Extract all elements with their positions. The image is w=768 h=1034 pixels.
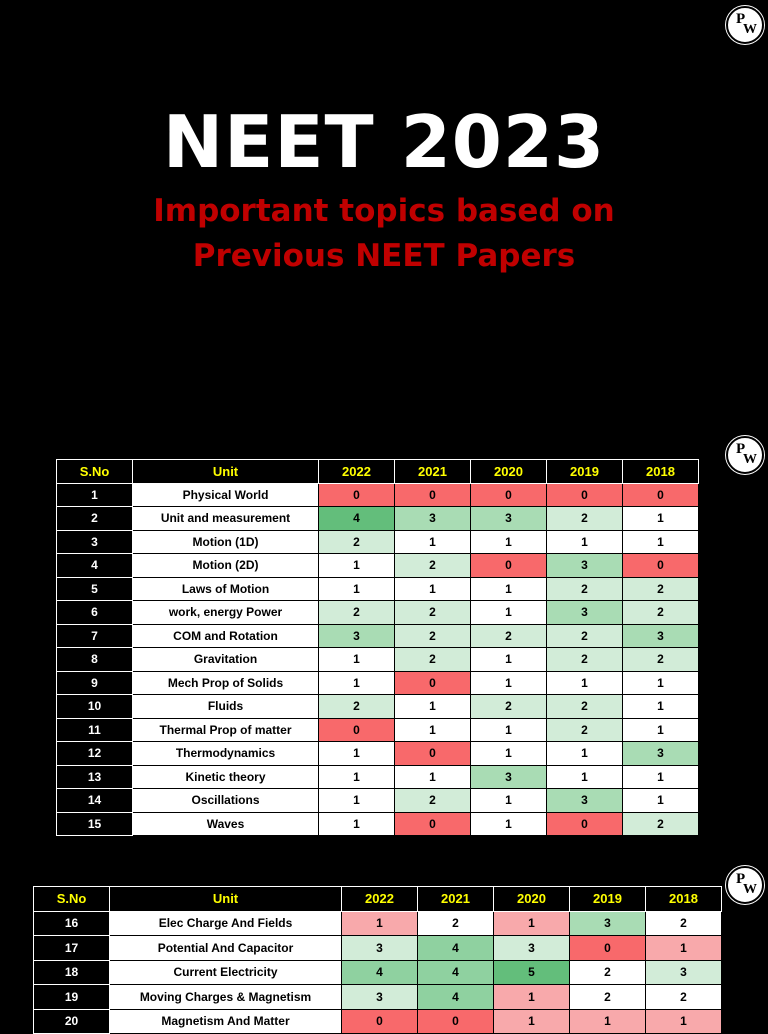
question-count: 1 <box>471 789 547 813</box>
table-row <box>57 718 699 742</box>
question-count: 2 <box>623 812 699 836</box>
column-header: S.No <box>57 460 133 484</box>
question-count: 0 <box>319 483 395 507</box>
serial-number: 8 <box>57 648 133 672</box>
question-count: 2 <box>319 695 395 719</box>
question-count: 2 <box>570 960 646 985</box>
table-row <box>57 507 699 531</box>
question-count: 1 <box>319 765 395 789</box>
question-count: 2 <box>319 530 395 554</box>
column-header: 2019 <box>547 460 623 484</box>
question-count: 3 <box>494 936 570 961</box>
unit-name: Oscillations <box>133 789 319 813</box>
question-count: 5 <box>494 960 570 985</box>
question-count: 1 <box>395 530 471 554</box>
serial-number: 20 <box>34 1009 110 1034</box>
question-count: 2 <box>547 577 623 601</box>
question-count: 1 <box>471 718 547 742</box>
question-count: 3 <box>623 742 699 766</box>
question-count: 0 <box>547 812 623 836</box>
question-count: 0 <box>623 554 699 578</box>
unit-name: Elec Charge And Fields <box>110 911 342 936</box>
table-row <box>34 960 722 985</box>
question-count: 1 <box>395 577 471 601</box>
question-count: 2 <box>623 577 699 601</box>
question-count: 1 <box>471 530 547 554</box>
question-count: 1 <box>319 742 395 766</box>
question-count: 2 <box>395 624 471 648</box>
serial-number: 2 <box>57 507 133 531</box>
question-count: 0 <box>418 1009 494 1034</box>
question-count: 4 <box>342 960 418 985</box>
table-row <box>34 936 722 961</box>
pw-logo-icon: P W <box>726 866 764 904</box>
unit-name: Mech Prop of Solids <box>133 671 319 695</box>
column-header: 2020 <box>471 460 547 484</box>
serial-number: 18 <box>34 960 110 985</box>
question-count: 1 <box>471 577 547 601</box>
pw-logo-icon: P W <box>726 6 764 44</box>
table-row <box>57 577 699 601</box>
table-row <box>34 911 722 936</box>
subtitle-line-2: Previous NEET Papers <box>192 238 576 274</box>
question-count: 1 <box>319 577 395 601</box>
unit-name: COM and Rotation <box>133 624 319 648</box>
question-count: 2 <box>547 507 623 531</box>
question-count: 1 <box>319 648 395 672</box>
question-count: 2 <box>646 985 722 1010</box>
column-header: S.No <box>34 887 110 912</box>
column-header: 2019 <box>570 887 646 912</box>
topics-table-2 <box>33 886 722 1034</box>
subtitle-line-1: Important topics based on <box>153 193 615 229</box>
table-row <box>57 765 699 789</box>
column-header: 2021 <box>395 460 471 484</box>
question-count: 0 <box>471 483 547 507</box>
question-count: 3 <box>319 624 395 648</box>
serial-number: 4 <box>57 554 133 578</box>
question-count: 1 <box>494 911 570 936</box>
serial-number: 14 <box>57 789 133 813</box>
question-count: 1 <box>623 671 699 695</box>
unit-name: Motion (2D) <box>133 554 319 578</box>
question-count: 0 <box>319 718 395 742</box>
question-count: 3 <box>646 960 722 985</box>
question-count: 3 <box>570 911 646 936</box>
unit-name: Gravitation <box>133 648 319 672</box>
question-count: 1 <box>646 936 722 961</box>
question-count: 2 <box>646 911 722 936</box>
column-header: 2022 <box>319 460 395 484</box>
question-count: 1 <box>623 507 699 531</box>
question-count: 0 <box>395 483 471 507</box>
question-count: 2 <box>395 601 471 625</box>
column-header: Unit <box>110 887 342 912</box>
serial-number: 16 <box>34 911 110 936</box>
unit-name: Moving Charges & Magnetism <box>110 985 342 1010</box>
unit-name: Thermodynamics <box>133 742 319 766</box>
table-row <box>57 648 699 672</box>
column-header: 2018 <box>646 887 722 912</box>
question-count: 1 <box>319 789 395 813</box>
serial-number: 3 <box>57 530 133 554</box>
question-count: 3 <box>471 765 547 789</box>
question-count: 2 <box>395 648 471 672</box>
unit-name: Kinetic theory <box>133 765 319 789</box>
serial-number: 15 <box>57 812 133 836</box>
question-count: 2 <box>547 624 623 648</box>
table-row <box>57 601 699 625</box>
question-count: 0 <box>570 936 646 961</box>
question-count: 2 <box>471 624 547 648</box>
question-count: 1 <box>319 554 395 578</box>
question-count: 1 <box>494 1009 570 1034</box>
question-count: 4 <box>418 960 494 985</box>
unit-name: Magnetism And Matter <box>110 1009 342 1034</box>
question-count: 1 <box>623 765 699 789</box>
table-row <box>57 742 699 766</box>
unit-name: Unit and measurement <box>133 507 319 531</box>
question-count: 1 <box>547 742 623 766</box>
question-count: 0 <box>395 671 471 695</box>
question-count: 2 <box>570 985 646 1010</box>
question-count: 1 <box>547 530 623 554</box>
unit-name: work, energy Power <box>133 601 319 625</box>
question-count: 1 <box>395 695 471 719</box>
question-count: 2 <box>547 695 623 719</box>
question-count: 0 <box>623 483 699 507</box>
question-count: 1 <box>471 601 547 625</box>
question-count: 3 <box>342 985 418 1010</box>
unit-name: Physical World <box>133 483 319 507</box>
serial-number: 19 <box>34 985 110 1010</box>
serial-number: 1 <box>57 483 133 507</box>
question-count: 2 <box>547 718 623 742</box>
serial-number: 5 <box>57 577 133 601</box>
question-count: 2 <box>418 911 494 936</box>
question-count: 2 <box>319 601 395 625</box>
question-count: 0 <box>342 1009 418 1034</box>
question-count: 3 <box>547 601 623 625</box>
question-count: 4 <box>418 936 494 961</box>
table-row <box>57 671 699 695</box>
question-count: 1 <box>395 718 471 742</box>
serial-number: 11 <box>57 718 133 742</box>
question-count: 3 <box>471 507 547 531</box>
serial-number: 12 <box>57 742 133 766</box>
unit-name: Motion (1D) <box>133 530 319 554</box>
unit-name: Fluids <box>133 695 319 719</box>
page-title: NEET 2023 <box>162 100 606 184</box>
pw-logo-icon: P W <box>726 436 764 474</box>
question-count: 3 <box>342 936 418 961</box>
question-count: 1 <box>623 718 699 742</box>
column-header: 2018 <box>623 460 699 484</box>
question-count: 4 <box>319 507 395 531</box>
question-count: 1 <box>623 695 699 719</box>
column-header: Unit <box>133 460 319 484</box>
question-count: 2 <box>547 648 623 672</box>
question-count: 1 <box>623 789 699 813</box>
question-count: 1 <box>547 765 623 789</box>
question-count: 2 <box>623 601 699 625</box>
serial-number: 9 <box>57 671 133 695</box>
question-count: 1 <box>319 671 395 695</box>
question-count: 1 <box>319 812 395 836</box>
question-count: 2 <box>395 789 471 813</box>
question-count: 1 <box>471 742 547 766</box>
serial-number: 6 <box>57 601 133 625</box>
table-row <box>57 483 699 507</box>
question-count: 1 <box>471 671 547 695</box>
question-count: 0 <box>395 812 471 836</box>
question-count: 1 <box>646 1009 722 1034</box>
question-count: 2 <box>623 648 699 672</box>
question-count: 3 <box>547 554 623 578</box>
question-count: 0 <box>395 742 471 766</box>
column-header: 2022 <box>342 887 418 912</box>
serial-number: 13 <box>57 765 133 789</box>
table-row <box>57 812 699 836</box>
column-header: 2021 <box>418 887 494 912</box>
question-count: 4 <box>418 985 494 1010</box>
topics-table-1 <box>56 459 699 836</box>
question-count: 0 <box>547 483 623 507</box>
table-row <box>57 554 699 578</box>
column-header: 2020 <box>494 887 570 912</box>
serial-number: 7 <box>57 624 133 648</box>
question-count: 1 <box>471 812 547 836</box>
question-count: 3 <box>623 624 699 648</box>
table-row <box>57 695 699 719</box>
table-row <box>34 1009 722 1034</box>
question-count: 3 <box>547 789 623 813</box>
question-count: 3 <box>395 507 471 531</box>
question-count: 2 <box>471 695 547 719</box>
question-count: 1 <box>547 671 623 695</box>
question-count: 0 <box>471 554 547 578</box>
unit-name: Current Electricity <box>110 960 342 985</box>
question-count: 1 <box>570 1009 646 1034</box>
question-count: 1 <box>395 765 471 789</box>
serial-number: 17 <box>34 936 110 961</box>
question-count: 1 <box>342 911 418 936</box>
unit-name: Laws of Motion <box>133 577 319 601</box>
unit-name: Thermal Prop of matter <box>133 718 319 742</box>
table-row <box>57 530 699 554</box>
question-count: 1 <box>471 648 547 672</box>
table-row <box>57 624 699 648</box>
serial-number: 10 <box>57 695 133 719</box>
unit-name: Potential And Capacitor <box>110 936 342 961</box>
unit-name: Waves <box>133 812 319 836</box>
table-row <box>57 789 699 813</box>
question-count: 2 <box>395 554 471 578</box>
question-count: 1 <box>494 985 570 1010</box>
question-count: 1 <box>623 530 699 554</box>
table-row <box>34 985 722 1010</box>
